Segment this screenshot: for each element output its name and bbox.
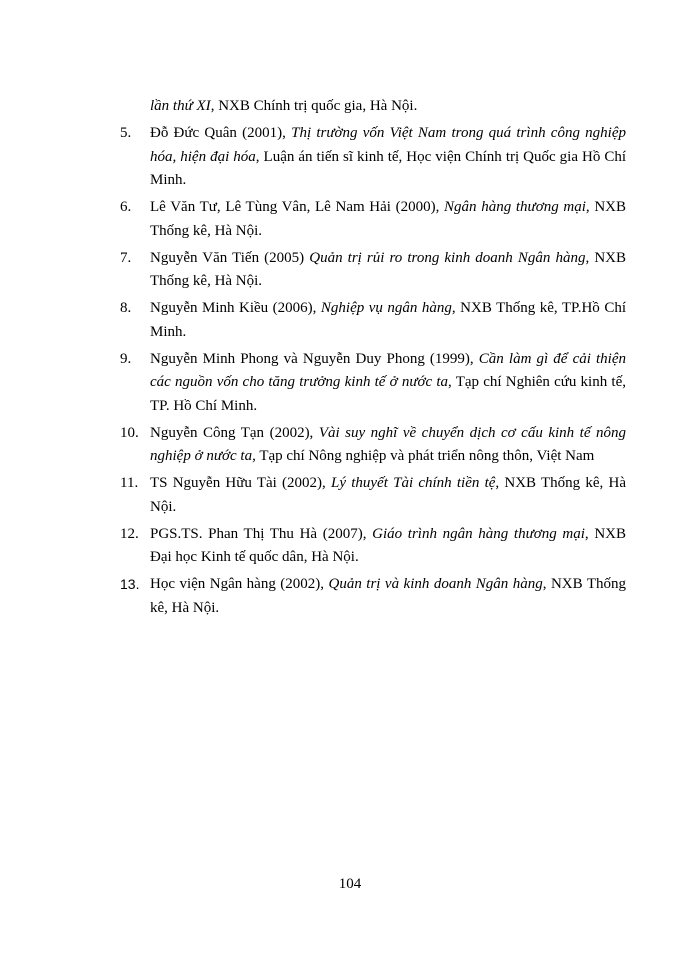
reference-segment: , Tạp chí Nghiên cứu kinh tế, TP. Hồ Chí Minh. — [150, 374, 626, 414]
reference-segment: , NXB Thống kê, Hà Nội. — [150, 576, 626, 616]
reference-item — [120, 247, 626, 294]
reference-segment: , Luận án tiến sĩ kinh tế, Học viện Chính trị Quốc gia Hồ Chí Minh. — [150, 148, 627, 188]
reference-segment: Nguyễn Minh Kiều (2006), — [150, 300, 321, 316]
reference-number: 5. — [120, 125, 132, 141]
reference-title: Ngân hàng thương mại — [444, 199, 586, 215]
reference-number: 9. — [120, 350, 132, 367]
reference-text — [150, 95, 626, 119]
reference-segment: , NXB Thống kê, Hà Nội. — [150, 199, 627, 239]
reference-text — [150, 523, 626, 570]
reference-segment: , NXB Thống kê, Hà Nội. — [150, 249, 627, 289]
reference-text — [150, 297, 626, 344]
reference-title: Giáo trình ngân hàng thương mại — [372, 525, 585, 542]
reference-item — [120, 573, 626, 620]
reference-title: Lý thuyết Tài chính tiền tệ — [331, 475, 496, 491]
reference-text — [150, 348, 626, 419]
reference-item — [120, 422, 626, 469]
reference-segment: , NXB Thống kê, TP.Hồ Chí Minh. — [150, 300, 626, 340]
reference-segment: Lê Văn Tư, Lê Tùng Vân, Lê Nam Hải (2000), — [150, 199, 445, 215]
reference-text — [150, 472, 626, 519]
reference-item — [120, 523, 626, 570]
reference-number: 7. — [120, 249, 132, 266]
reference-number: 8. — [120, 300, 132, 316]
reference-title: Vài suy nghĩ về chuyển dịch cơ cấu kinh tế nông nghiệp ở nước ta — [150, 424, 626, 464]
reference-item — [120, 472, 626, 519]
reference-text — [150, 196, 626, 243]
reference-list — [120, 95, 626, 624]
reference-number: 11. — [120, 475, 139, 491]
reference-title: Nghiệp vụ ngân hàng — [320, 300, 452, 316]
reference-title: Quản trị rủi ro trong kinh doanh Ngân hàng — [309, 249, 586, 266]
reference-number: 6. — [120, 199, 132, 215]
reference-segment: , NXB Thống kê, Hà Nội. — [150, 475, 627, 515]
reference-segment: Nguyễn Công Tạn (2002), — [150, 424, 319, 441]
reference-segment: , NXB Chính trị quốc gia, Hà Nội. — [210, 98, 418, 114]
reference-number: 13. — [120, 576, 140, 592]
reference-segment: PGS.TS. Phan Thị Thu Hà (2007), — [150, 525, 373, 542]
reference-segment: , NXB Đại học Kinh tế quốc dân, Hà Nội. — [150, 525, 626, 565]
reference-segment: Nguyễn Văn Tiến (2005) — [150, 249, 310, 266]
reference-item — [120, 297, 626, 344]
reference-text — [150, 573, 626, 620]
reference-title: Thị trường vốn Việt Nam trong quá trình công nghiệp hóa, hiện đại hóa — [150, 125, 627, 165]
reference-item — [120, 122, 626, 193]
reference-title: Cần làm gì để cải thiện các nguồn vốn cho tăng trưởng kinh tế ở nước ta — [150, 350, 626, 390]
reference-text — [150, 247, 626, 294]
reference-segment: Nguyễn Minh Phong và Nguyễn Duy Phong (1999), — [150, 350, 479, 367]
reference-item — [120, 196, 626, 243]
reference-number: 10. — [120, 424, 139, 441]
page-number: 104 — [338, 876, 362, 892]
reference-item — [120, 348, 626, 419]
reference-title: Quản trị và kinh doanh Ngân hàng — [328, 576, 543, 592]
reference-text — [150, 122, 626, 193]
reference-number: 12. — [120, 525, 139, 542]
reference-item — [120, 95, 626, 119]
reference-segment: TS Nguyễn Hữu Tài (2002), — [150, 475, 332, 491]
reference-segment: Đỗ Đức Quân (2001), — [150, 125, 292, 141]
reference-text — [150, 422, 626, 469]
reference-title: lần thứ XI — [150, 98, 211, 114]
reference-segment: Học viện Ngân hàng (2002), — [150, 576, 329, 592]
reference-segment: , Tạp chí Nông nghiệp và phát triển nông thôn, Việt Nam — [252, 448, 595, 464]
